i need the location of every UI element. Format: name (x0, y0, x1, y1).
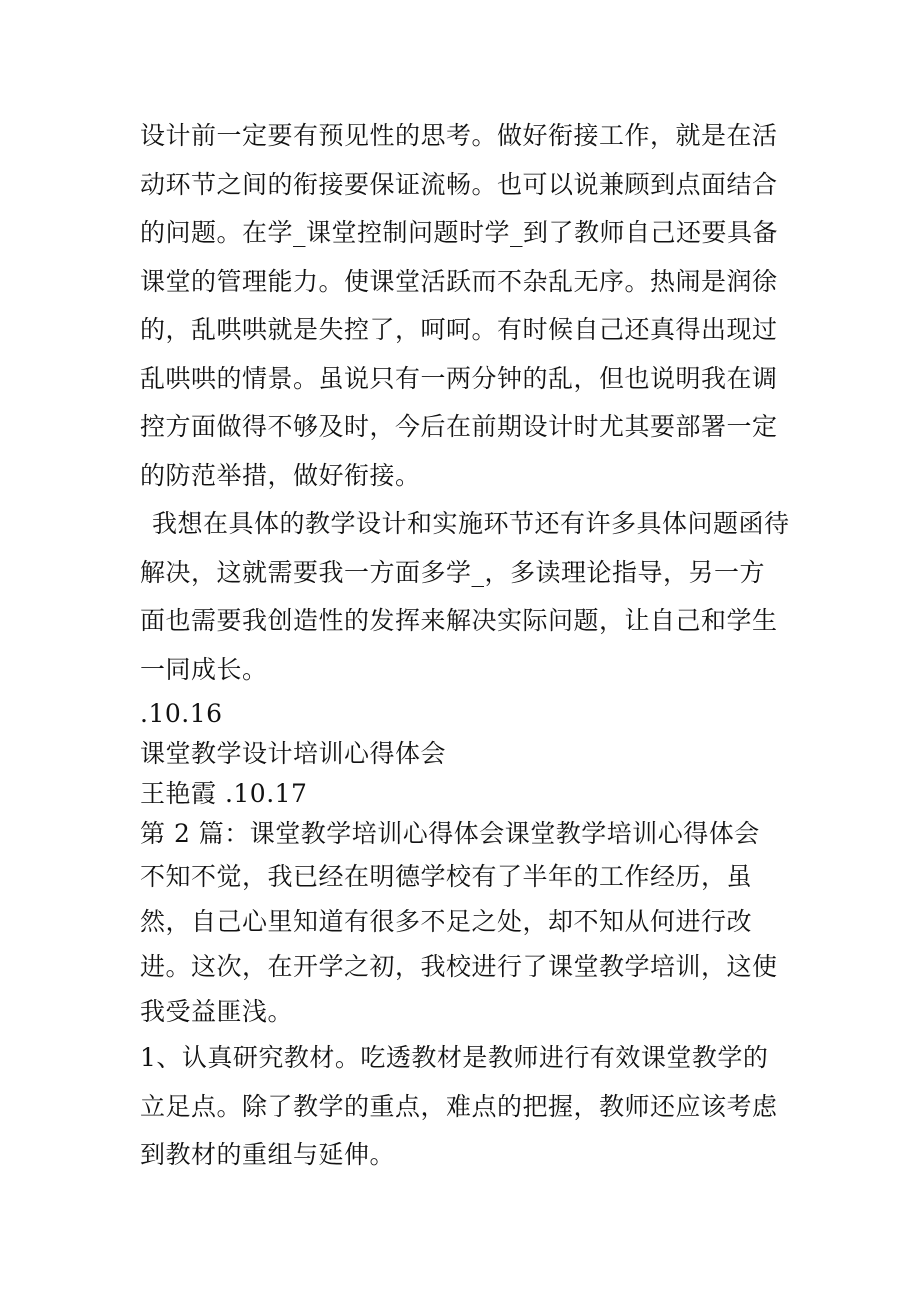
paragraph-teaching-training: 不知不觉，我已经在明德学校有了半年的工作经历，虽然，自己心里知道有很多不足之处，却不知从何进行改进。这次，在开学之初，我校进行了课堂教学培训，这使我受益匪浅。 (140, 862, 778, 1026)
date-line: .10.16 (140, 699, 223, 728)
document-title: 课堂教学设计培训心得体会 (140, 739, 447, 768)
chapter-heading: 第 2 篇：课堂教学培训心得体会课堂教学培训心得体会 (140, 819, 760, 848)
author-line: 王艳霞 .10.17 (140, 779, 308, 808)
document-body (140, 112, 790, 1180)
paragraph-future-plan: 我想在具体的教学设计和实施环节还有许多具体问题函待解决，这就需要我一方面多学_，多读理论指导，另一方面也需要我创造性的发挥来解决实际问题，让自己和学生一同成长。 (140, 509, 790, 684)
paragraph-study-materials: 1、认真研究教材。吃透教材是教师进行有效课堂教学的立足点。除了教学的重点，难点的把握，教师还应该考虑到教材的重组与延伸。 (140, 1043, 778, 1169)
paragraph-design-transition: 设计前一定要有预见性的思考。做好衔接工作，就是在活动环节之间的衔接要保证流畅。也可以说兼顾到点面结合的问题。在学_课堂控制问题时学_到了教师自己还要具备课堂的管理能力。使课堂活跃而不杂乱无序。热闹是润徐的，乱哄哄就是失控了，呵呵。有时候自己还真得出现过乱哄哄的情景。虽说只有一两分钟的乱，但也说明我在调控方面做得不够及时，今后在前期设计时尤其要部署一定的防范举措，做好衔接。 (140, 121, 779, 490)
